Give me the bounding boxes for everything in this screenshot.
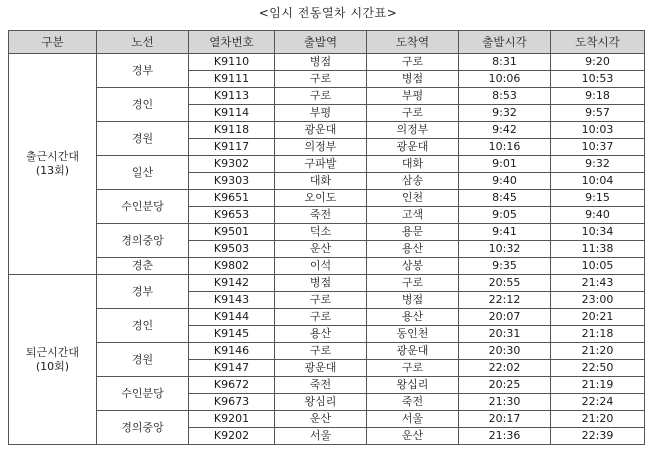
departure-time: 9:32 — [459, 105, 551, 122]
train-number: K9201 — [189, 411, 275, 428]
period-count: (10회) — [35, 359, 70, 373]
arrival-station: 구로 — [367, 105, 459, 122]
table-row — [9, 156, 645, 173]
arrival-time: 9:20 — [551, 54, 645, 71]
departure-time: 21:30 — [459, 394, 551, 411]
train-number: K9147 — [189, 360, 275, 377]
arrival-station: 병점 — [367, 71, 459, 88]
header-row — [9, 31, 645, 54]
departure-station: 광운대 — [275, 122, 367, 139]
period-cell — [9, 275, 97, 445]
train-number: K9110 — [189, 54, 275, 71]
departure-time: 10:16 — [459, 139, 551, 156]
header-line: 노선 — [97, 31, 189, 54]
departure-time: 10:32 — [459, 241, 551, 258]
train-number: K9117 — [189, 139, 275, 156]
arrival-time: 9:32 — [551, 156, 645, 173]
departure-time: 8:31 — [459, 54, 551, 71]
page-title: <임시 전동열차 시간표> — [258, 6, 398, 20]
train-number: K9302 — [189, 156, 275, 173]
departure-time: 20:17 — [459, 411, 551, 428]
train-number: K9114 — [189, 105, 275, 122]
line-name: 경원 — [97, 343, 189, 377]
arrival-station: 운산 — [367, 428, 459, 445]
line-name: 경의중앙 — [97, 224, 189, 258]
line-name: 경원 — [97, 122, 189, 156]
arrival-station: 광운대 — [367, 343, 459, 360]
departure-station: 구로 — [275, 309, 367, 326]
departure-time: 9:41 — [459, 224, 551, 241]
arrival-time: 21:20 — [551, 411, 645, 428]
table-row — [9, 377, 645, 394]
train-number: K9111 — [189, 71, 275, 88]
departure-time: 9:42 — [459, 122, 551, 139]
table-row — [9, 122, 645, 139]
line-name: 수인분당 — [97, 377, 189, 411]
arrival-time: 22:50 — [551, 360, 645, 377]
departure-station: 부평 — [275, 105, 367, 122]
arrival-time: 21:20 — [551, 343, 645, 360]
departure-time: 22:02 — [459, 360, 551, 377]
train-number: K9651 — [189, 190, 275, 207]
timetable-body — [9, 54, 645, 445]
arrival-station: 의정부 — [367, 122, 459, 139]
arrival-time: 10:05 — [551, 258, 645, 275]
train-number: K9802 — [189, 258, 275, 275]
arrival-station: 광운대 — [367, 139, 459, 156]
departure-time: 21:36 — [459, 428, 551, 445]
departure-time: 8:53 — [459, 88, 551, 105]
train-number: K9145 — [189, 326, 275, 343]
header-arrival-time: 도착시각 — [551, 31, 645, 54]
departure-station: 구로 — [275, 343, 367, 360]
line-name: 일산 — [97, 156, 189, 190]
arrival-station: 삼송 — [367, 173, 459, 190]
arrival-station: 인천 — [367, 190, 459, 207]
train-number: K9113 — [189, 88, 275, 105]
departure-station: 운산 — [275, 411, 367, 428]
header-arrival-station: 도착역 — [367, 31, 459, 54]
arrival-station: 구로 — [367, 360, 459, 377]
arrival-time: 22:24 — [551, 394, 645, 411]
train-number: K9653 — [189, 207, 275, 224]
arrival-station: 용산 — [367, 309, 459, 326]
arrival-time: 21:43 — [551, 275, 645, 292]
train-number: K9146 — [189, 343, 275, 360]
arrival-time: 10:03 — [551, 122, 645, 139]
arrival-station: 죽전 — [367, 394, 459, 411]
line-name: 수인분당 — [97, 190, 189, 224]
train-number: K9144 — [189, 309, 275, 326]
departure-time: 20:25 — [459, 377, 551, 394]
departure-time: 20:07 — [459, 309, 551, 326]
arrival-time: 22:39 — [551, 428, 645, 445]
departure-station: 구파발 — [275, 156, 367, 173]
departure-time: 9:05 — [459, 207, 551, 224]
departure-station: 죽전 — [275, 377, 367, 394]
departure-station: 구로 — [275, 88, 367, 105]
arrival-station: 구로 — [367, 54, 459, 71]
arrival-time: 9:15 — [551, 190, 645, 207]
departure-station: 대화 — [275, 173, 367, 190]
period-label: 퇴근시간대 — [25, 345, 80, 359]
arrival-time: 9:57 — [551, 105, 645, 122]
departure-station: 오이도 — [275, 190, 367, 207]
line-name: 경부 — [97, 54, 189, 88]
table-row — [9, 258, 645, 275]
arrival-station: 용산 — [367, 241, 459, 258]
departure-station: 용산 — [275, 326, 367, 343]
arrival-time: 9:40 — [551, 207, 645, 224]
train-number: K9503 — [189, 241, 275, 258]
table-row — [9, 54, 645, 71]
departure-station: 운산 — [275, 241, 367, 258]
arrival-station: 동인천 — [367, 326, 459, 343]
departure-station: 서울 — [275, 428, 367, 445]
departure-time: 9:40 — [459, 173, 551, 190]
arrival-station: 병점 — [367, 292, 459, 309]
line-name: 경춘 — [97, 258, 189, 275]
arrival-time: 23:00 — [551, 292, 645, 309]
header-departure-station: 출발역 — [275, 31, 367, 54]
table-row — [9, 88, 645, 105]
line-name: 경의중앙 — [97, 411, 189, 445]
departure-time: 20:31 — [459, 326, 551, 343]
train-number: K9501 — [189, 224, 275, 241]
timetable — [8, 30, 645, 445]
arrival-time: 21:19 — [551, 377, 645, 394]
arrival-time: 10:53 — [551, 71, 645, 88]
departure-time: 9:01 — [459, 156, 551, 173]
departure-station: 구로 — [275, 292, 367, 309]
departure-station: 왕심리 — [275, 394, 367, 411]
train-number: K9672 — [189, 377, 275, 394]
arrival-time: 11:38 — [551, 241, 645, 258]
arrival-time: 21:18 — [551, 326, 645, 343]
line-name: 경인 — [97, 309, 189, 343]
departure-station: 이석 — [275, 258, 367, 275]
train-number: K9202 — [189, 428, 275, 445]
period-cell — [9, 54, 97, 275]
arrival-time: 10:37 — [551, 139, 645, 156]
departure-station: 의정부 — [275, 139, 367, 156]
arrival-time: 9:18 — [551, 88, 645, 105]
table-row — [9, 190, 645, 207]
table-row — [9, 343, 645, 360]
header-train-no: 열차번호 — [189, 31, 275, 54]
departure-time: 20:30 — [459, 343, 551, 360]
departure-time: 8:45 — [459, 190, 551, 207]
arrival-station: 구로 — [367, 275, 459, 292]
arrival-station: 왕십리 — [367, 377, 459, 394]
departure-station: 광운대 — [275, 360, 367, 377]
departure-time: 20:55 — [459, 275, 551, 292]
arrival-time: 10:34 — [551, 224, 645, 241]
departure-time: 22:12 — [459, 292, 551, 309]
departure-station: 죽전 — [275, 207, 367, 224]
arrival-time: 10:04 — [551, 173, 645, 190]
table-row — [9, 411, 645, 428]
table-row — [9, 309, 645, 326]
departure-station: 구로 — [275, 71, 367, 88]
arrival-station: 대화 — [367, 156, 459, 173]
header-division: 구분 — [9, 31, 97, 54]
header-departure-time: 출발시각 — [459, 31, 551, 54]
train-number: K9143 — [189, 292, 275, 309]
departure-station: 병점 — [275, 275, 367, 292]
arrival-station: 부평 — [367, 88, 459, 105]
table-row — [9, 275, 645, 292]
table-row — [9, 224, 645, 241]
train-number: K9673 — [189, 394, 275, 411]
period-count: (13회) — [35, 164, 70, 177]
line-name: 경인 — [97, 88, 189, 122]
departure-station: 덕소 — [275, 224, 367, 241]
train-number: K9303 — [189, 173, 275, 190]
train-number: K9142 — [189, 275, 275, 292]
departure-station: 병점 — [275, 54, 367, 71]
arrival-station: 용문 — [367, 224, 459, 241]
arrival-station: 서울 — [367, 411, 459, 428]
train-number: K9118 — [189, 122, 275, 139]
departure-time: 10:06 — [459, 71, 551, 88]
arrival-station: 고색 — [367, 207, 459, 224]
line-name: 경부 — [97, 275, 189, 309]
arrival-time: 20:21 — [551, 309, 645, 326]
arrival-station: 상봉 — [367, 258, 459, 275]
period-label: 출근시간대 — [25, 150, 80, 163]
departure-time: 9:35 — [459, 258, 551, 275]
